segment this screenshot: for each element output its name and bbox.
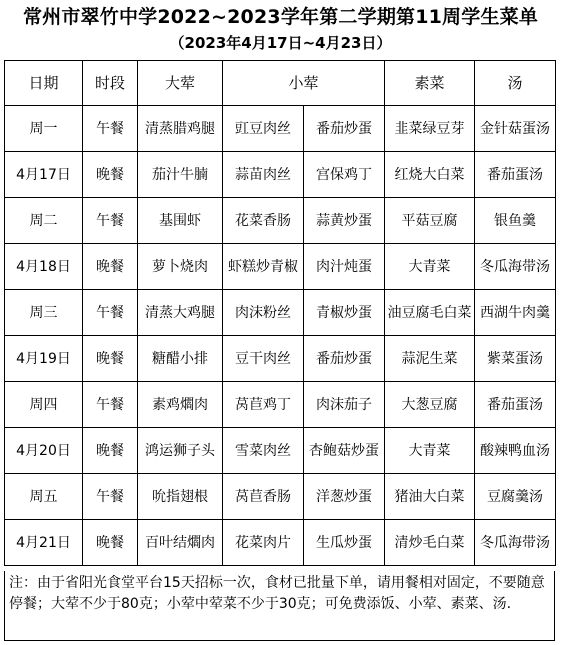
meal-cell: 晚餐 bbox=[83, 152, 138, 198]
header-main-dish: 大荤 bbox=[138, 61, 223, 106]
vegetable-cell: 油豆腐毛白菜 bbox=[385, 290, 475, 336]
vegetable-cell: 大青菜 bbox=[385, 244, 475, 290]
meal-cell: 午餐 bbox=[83, 382, 138, 428]
page-title: 常州市翠竹中学2022~2023学年第二学期第11周学生菜单 bbox=[22, 6, 539, 28]
vegetable-cell: 红烧大白菜 bbox=[385, 152, 475, 198]
vegetable-cell: 韭菜绿豆芽 bbox=[385, 106, 475, 152]
side-dish-2-cell: 青椒炒蛋 bbox=[304, 290, 385, 336]
main-dish-cell: 茄汁牛腩 bbox=[138, 152, 223, 198]
vegetable-cell: 大青菜 bbox=[385, 428, 475, 474]
main-dish-cell: 清蒸大鸡腿 bbox=[138, 290, 223, 336]
meal-cell: 晚餐 bbox=[83, 244, 138, 290]
table-row bbox=[5, 106, 556, 152]
meal-cell: 午餐 bbox=[83, 474, 138, 520]
soup-cell: 酸辣鸭血汤 bbox=[475, 428, 556, 474]
table-row bbox=[5, 382, 556, 428]
header-side-dish: 小荤 bbox=[223, 61, 385, 106]
vegetable-cell: 蒜泥生菜 bbox=[385, 336, 475, 382]
date-cell: 周二 bbox=[5, 198, 83, 244]
side-dish-2-cell: 生瓜炒蛋 bbox=[304, 520, 385, 566]
side-dish-2-cell: 杏鲍菇炒蛋 bbox=[304, 428, 385, 474]
vegetable-cell: 猪油大白菜 bbox=[385, 474, 475, 520]
vegetable-cell: 大葱豆腐 bbox=[385, 382, 475, 428]
menu-table bbox=[4, 60, 556, 566]
table-row bbox=[5, 474, 556, 520]
header-date: 日期 bbox=[5, 61, 83, 106]
vegetable-cell: 平菇豆腐 bbox=[385, 198, 475, 244]
side-dish-1-cell: 莴苣香肠 bbox=[223, 474, 304, 520]
date-cell: 周四 bbox=[5, 382, 83, 428]
main-dish-cell: 吮指翅根 bbox=[138, 474, 223, 520]
meal-cell: 晚餐 bbox=[83, 520, 138, 566]
soup-cell: 西湖牛肉羹 bbox=[475, 290, 556, 336]
header-soup: 汤 bbox=[475, 61, 556, 106]
soup-cell: 金针菇蛋汤 bbox=[475, 106, 556, 152]
side-dish-2-cell: 洋葱炒蛋 bbox=[304, 474, 385, 520]
date-cell: 4月19日 bbox=[5, 336, 83, 382]
side-dish-1-cell: 莴苣鸡丁 bbox=[223, 382, 304, 428]
main-dish-cell: 鸿运狮子头 bbox=[138, 428, 223, 474]
soup-cell: 番茄蛋汤 bbox=[475, 382, 556, 428]
table-row bbox=[5, 290, 556, 336]
side-dish-1-cell: 豆干肉丝 bbox=[223, 336, 304, 382]
header-vegetable: 素菜 bbox=[385, 61, 475, 106]
table-row bbox=[5, 336, 556, 382]
side-dish-1-cell: 肉沫粉丝 bbox=[223, 290, 304, 336]
date-cell: 周五 bbox=[5, 474, 83, 520]
side-dish-2-cell: 肉汁炖蛋 bbox=[304, 244, 385, 290]
side-dish-2-cell: 蒜黄炒蛋 bbox=[304, 198, 385, 244]
main-dish-cell: 百叶结爓肉 bbox=[138, 520, 223, 566]
table-row bbox=[5, 244, 556, 290]
main-dish-cell: 萝卜烧肉 bbox=[138, 244, 223, 290]
main-dish-cell: 糖醋小排 bbox=[138, 336, 223, 382]
meal-cell: 午餐 bbox=[83, 106, 138, 152]
meal-cell: 晚餐 bbox=[83, 428, 138, 474]
meal-cell: 午餐 bbox=[83, 198, 138, 244]
meal-cell: 晚餐 bbox=[83, 336, 138, 382]
table-row bbox=[5, 198, 556, 244]
date-cell: 周一 bbox=[5, 106, 83, 152]
main-dish-cell: 清蒸腊鸡腿 bbox=[138, 106, 223, 152]
header-row bbox=[5, 61, 556, 106]
soup-cell: 紫菜蛋汤 bbox=[475, 336, 556, 382]
side-dish-2-cell: 番茄炒蛋 bbox=[304, 336, 385, 382]
menu-note: 注：由于省阳光食堂平台15天招标一次，食材已批量下单，请用餐相对固定，不要随意停餐；大荤不少于80克；小荤中荤菜不少于30克；可免费添饭、小荤、素菜、汤. bbox=[4, 571, 555, 641]
date-cell: 4月20日 bbox=[5, 428, 83, 474]
date-cell: 4月18日 bbox=[5, 244, 83, 290]
side-dish-2-cell: 番茄炒蛋 bbox=[304, 106, 385, 152]
side-dish-1-cell: 豇豆肉丝 bbox=[223, 106, 304, 152]
side-dish-2-cell: 肉沫茄子 bbox=[304, 382, 385, 428]
side-dish-1-cell: 雪菜肉丝 bbox=[223, 428, 304, 474]
meal-cell: 午餐 bbox=[83, 290, 138, 336]
table-row bbox=[5, 520, 556, 566]
side-dish-1-cell: 虾糕炒青椒 bbox=[223, 244, 304, 290]
date-cell: 4月17日 bbox=[5, 152, 83, 198]
soup-cell: 番茄蛋汤 bbox=[475, 152, 556, 198]
date-cell: 4月21日 bbox=[5, 520, 83, 566]
soup-cell: 冬瓜海带汤 bbox=[475, 244, 556, 290]
page-subtitle: （2023年4月17日~4月23日） bbox=[169, 34, 392, 52]
side-dish-1-cell: 花菜香肠 bbox=[223, 198, 304, 244]
main-dish-cell: 素鸡爓肉 bbox=[138, 382, 223, 428]
vegetable-cell: 清炒毛白菜 bbox=[385, 520, 475, 566]
side-dish-1-cell: 花菜肉片 bbox=[223, 520, 304, 566]
soup-cell: 冬瓜海带汤 bbox=[475, 520, 556, 566]
soup-cell: 银鱼羹 bbox=[475, 198, 556, 244]
side-dish-2-cell: 宫保鸡丁 bbox=[304, 152, 385, 198]
table-row bbox=[5, 428, 556, 474]
side-dish-1-cell: 蒜苗肉丝 bbox=[223, 152, 304, 198]
date-cell: 周三 bbox=[5, 290, 83, 336]
header-meal: 时段 bbox=[83, 61, 138, 106]
table-row bbox=[5, 152, 556, 198]
main-dish-cell: 基围虾 bbox=[138, 198, 223, 244]
soup-cell: 豆腐羹汤 bbox=[475, 474, 556, 520]
